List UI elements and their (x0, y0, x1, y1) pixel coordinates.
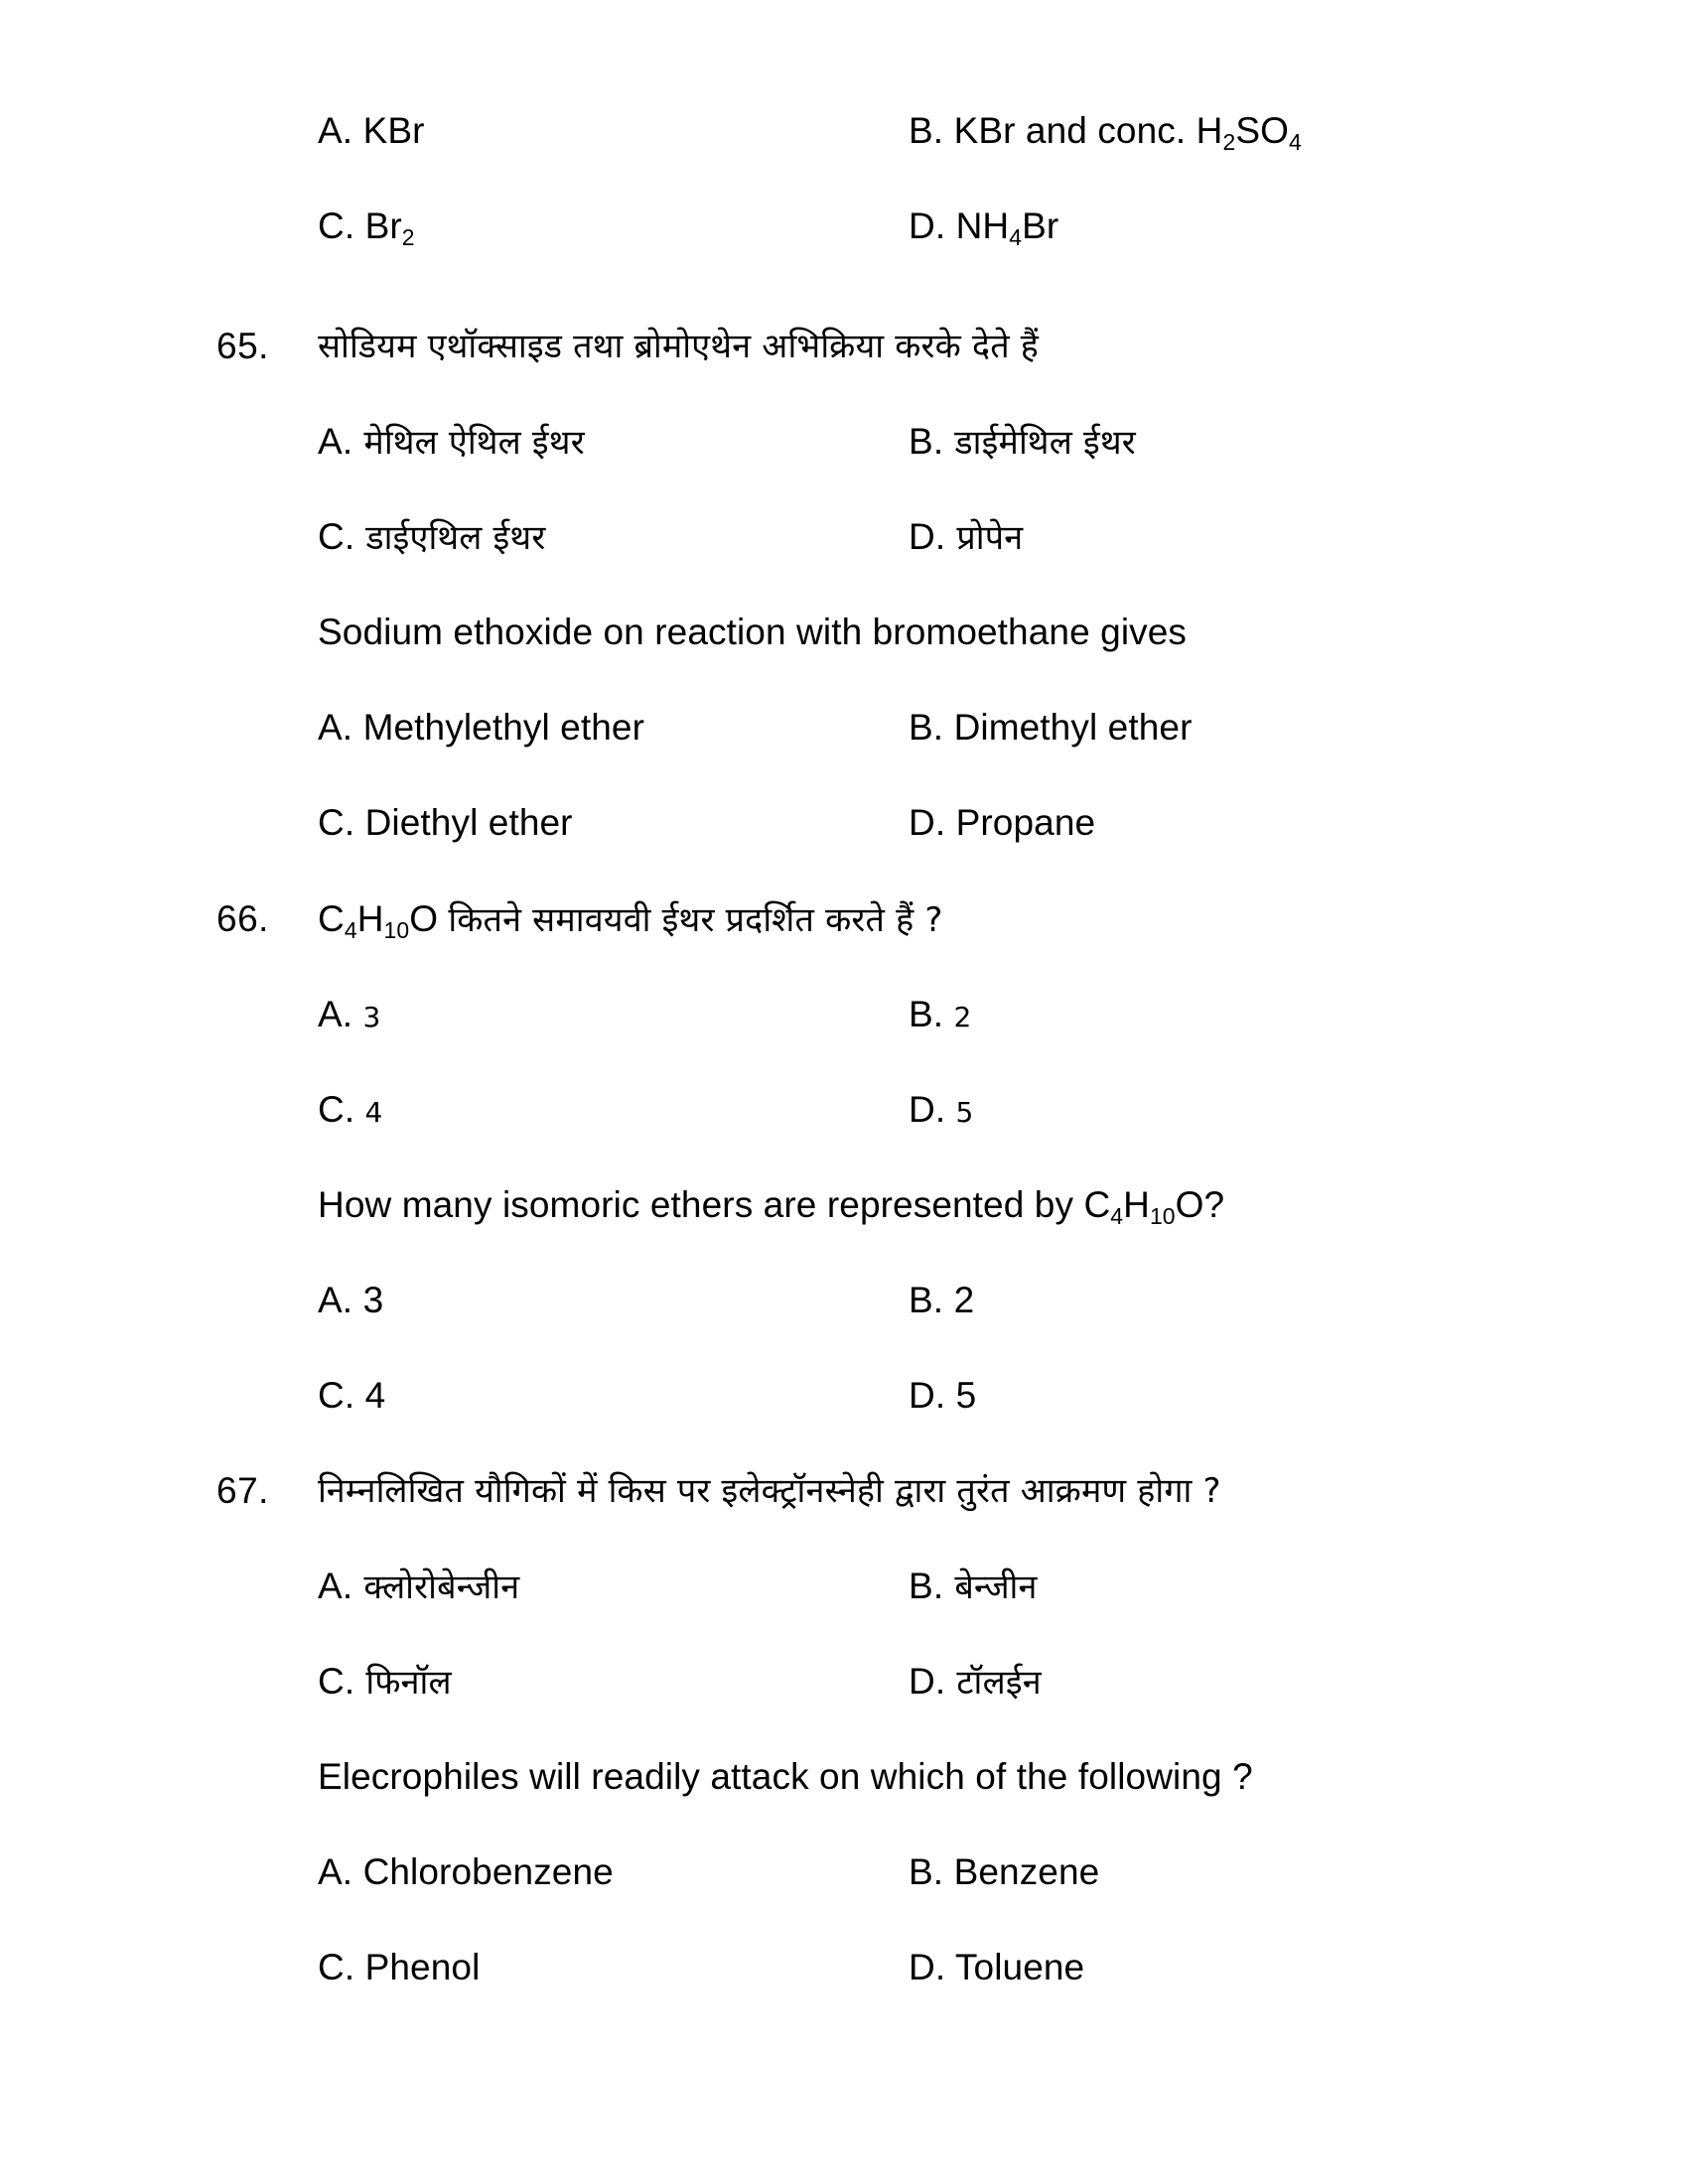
question-65-hindi-row (0, 323, 1688, 418)
option-a-text: KBr (362, 110, 425, 151)
question-66-english-sub-2: 10 (1149, 1202, 1176, 1229)
option-d (909, 203, 1058, 250)
question-67-english-option-b-text: Benzene (953, 1851, 1100, 1892)
option-b-label: B. (909, 110, 944, 151)
question-66-english-option-a-text: 3 (362, 1280, 384, 1320)
question-67-number: 67. (216, 1470, 269, 1511)
question-block-66 (0, 895, 1688, 1467)
question-67-english-option-a (318, 1848, 614, 1896)
question-67-hindi-option-b-label: B. (909, 1566, 944, 1606)
question-67-hindi-options-ab (0, 1563, 1688, 1658)
question-65-english-option-c-label: C. (318, 802, 355, 843)
question-65-hindi-options-cd (0, 513, 1688, 609)
question-66-english-text (318, 1181, 1628, 1229)
question-66-hindi-option-d-text: 5 (955, 1096, 974, 1129)
option-c-text: Br (364, 205, 402, 246)
question-66-formula-h: H (356, 898, 384, 939)
question-66-english-option-c-text: 4 (364, 1375, 386, 1416)
question-66-hindi-option-c-text: 4 (364, 1096, 383, 1129)
question-65-english-option-d (909, 799, 1095, 847)
question-67-english-text: Elecrophiles will readily attack on which of the following ? (318, 1756, 1253, 1797)
question-66-formula-sub-1: 4 (344, 916, 357, 943)
question-67-english-options-ab (0, 1848, 1688, 1944)
question-67-hindi-row (0, 1467, 1688, 1563)
question-66-hindi-option-b-text: 2 (953, 1001, 972, 1033)
option-a (318, 107, 425, 155)
question-67-english-option-d-label: D. (909, 1947, 946, 1987)
option-b-text-mid: SO (1235, 110, 1289, 151)
question-67-hindi-option-c (318, 1658, 452, 1706)
question-65-number: 65. (216, 326, 269, 366)
option-b-text: KBr and conc. H (953, 110, 1223, 151)
question-65-english-option-a (318, 704, 644, 751)
question-66-hindi-option-c-label: C. (318, 1089, 355, 1130)
question-66-formula-sub-2: 10 (383, 916, 410, 943)
question-66-english-option-d-text: 5 (955, 1375, 977, 1416)
option-c-label: C. (318, 205, 355, 246)
question-67-english-option-b-label: B. (909, 1851, 944, 1892)
question-66-formula-o: O (409, 898, 439, 939)
question-67-hindi-option-c-label: C. (318, 1661, 355, 1702)
question-65-hindi-option-a-label: A. (318, 421, 353, 462)
question-65-hindi-option-c (318, 513, 545, 562)
question-66-formula-c: C (318, 898, 345, 939)
question-67-english-option-a-text: Chlorobenzene (362, 1851, 614, 1892)
option-a-label: A. (318, 110, 353, 151)
question-65-english-option-c-text: Diethyl ether (364, 802, 573, 843)
question-65-english-option-a-text: Methylethyl ether (362, 707, 645, 748)
question-65-english-option-d-label: D. (909, 802, 946, 843)
question-65-english-option-d-text: Propane (955, 802, 1096, 843)
option-c-subscript: 2 (401, 223, 415, 250)
question-67-english-option-c (318, 1944, 480, 1991)
question-65-hindi-option-c-label: C. (318, 516, 355, 557)
question-67-english-option-d (909, 1944, 1084, 1991)
question-block-67 (0, 1467, 1688, 2039)
question-66-hindi-option-d (909, 1086, 973, 1137)
question-67-hindi-option-a (318, 1563, 519, 1611)
option-row-ab (0, 107, 1688, 203)
question-66-hindi-tail: कितने समावयवी ईथर प्रदर्शित करते हैं ? (448, 900, 943, 940)
question-65-english-row (0, 609, 1688, 704)
question-67-english-options-cd (0, 1944, 1688, 2039)
question-66-english-option-a (318, 1277, 383, 1324)
carryover-options-block (0, 107, 1688, 298)
question-66-hindi-option-b-label: B. (909, 994, 944, 1034)
question-67-english-option-b (909, 1848, 1099, 1896)
question-67-english-option-c-text: Phenol (364, 1947, 481, 1987)
question-66-number: 66. (216, 898, 269, 939)
question-66-english-text-mid: H (1123, 1184, 1150, 1225)
question-65-english-option-b-text: Dimethyl ether (953, 707, 1193, 748)
question-66-english-option-a-label: A. (318, 1280, 353, 1320)
option-b (909, 107, 1302, 155)
option-d-subscript: 4 (1009, 223, 1023, 250)
question-67-hindi-option-d (909, 1658, 1042, 1706)
question-65-hindi-option-b-text: डाईमेथिल ईथर (954, 423, 1136, 463)
question-65-hindi-option-d-text: प्रोपेन (956, 518, 1024, 558)
question-67-hindi-text: निम्नलिखित यौगिकों में किस पर इलेक्ट्रॉनस्नेही द्वारा तुरंत आक्रमण होगा ? (318, 1471, 1221, 1511)
question-66-english-text-before: How many isomoric ethers are represented by C (318, 1184, 1111, 1225)
question-65-english-options-ab (0, 704, 1688, 799)
question-67-hindi-option-d-text: टॉलईन (956, 1663, 1042, 1703)
question-66-english-option-c (318, 1372, 385, 1420)
question-66-hindi-options-cd (0, 1086, 1688, 1181)
question-67-english-option-d-text: Toluene (954, 1947, 1085, 1987)
question-65-english-text: Sodium ethoxide on reaction with bromoethane gives (318, 612, 1188, 652)
question-66-english-option-b (909, 1277, 974, 1324)
question-67-hindi-option-c-text: फिनॉल (365, 1663, 452, 1703)
question-66-english-row (0, 1181, 1688, 1277)
question-65-english-option-b-label: B. (909, 707, 944, 748)
question-66-hindi-option-a-label: A. (318, 994, 353, 1034)
question-67-english-option-c-label: C. (318, 1947, 355, 1987)
question-66-english-sub-1: 4 (1110, 1202, 1124, 1229)
question-66-hindi-row (0, 895, 1688, 991)
option-b-subscript-2: 4 (1289, 128, 1302, 155)
question-65-hindi-option-b (909, 418, 1136, 467)
question-65-hindi-options-ab (0, 418, 1688, 513)
question-67-hindi-option-b (909, 1563, 1038, 1611)
question-66-english-option-c-label: C. (318, 1375, 355, 1416)
option-row-cd (0, 203, 1688, 298)
question-66-hindi-option-a-text: 3 (362, 1001, 381, 1033)
question-66-english-option-d (909, 1372, 976, 1420)
question-66-english-text-after: O? (1175, 1184, 1225, 1225)
option-d-label: D. (909, 205, 946, 246)
question-67-hindi-option-a-text: क्लोरोबेन्जीन (363, 1568, 520, 1607)
question-65-english-options-cd (0, 799, 1688, 894)
option-b-subscript-1: 2 (1222, 128, 1236, 155)
question-65-hindi-option-d-label: D. (909, 516, 946, 557)
question-66-hindi-text (318, 895, 1628, 944)
question-66-hindi-option-a (318, 991, 380, 1041)
question-block-65 (0, 323, 1688, 894)
question-67-english-option-a-label: A. (318, 1851, 353, 1892)
question-67-hindi-option-b-text: बेन्जीन (954, 1568, 1038, 1607)
question-66-hindi-options-ab (0, 991, 1688, 1086)
question-66-hindi-option-b (909, 991, 971, 1041)
question-67-hindi-option-a-label: A. (318, 1566, 353, 1606)
question-65-english-option-a-label: A. (318, 707, 353, 748)
question-66-english-option-d-label: D. (909, 1375, 946, 1416)
question-65-hindi-text: सोडियम एथॉक्साइड तथा ब्रोमोएथेन अभिक्रिया करके देते हैं (318, 327, 1040, 366)
question-67-hindi-options-cd (0, 1658, 1688, 1753)
option-d-text-after: Br (1022, 205, 1059, 246)
question-65-english-option-c (318, 799, 573, 847)
question-65-hindi-option-a (318, 418, 585, 467)
question-65-hindi-option-a-text: मेथिल ऐथिल ईथर (363, 423, 585, 463)
question-66-english-option-b-label: B. (909, 1280, 944, 1320)
question-67-english-row (0, 1753, 1688, 1848)
question-67-hindi-option-d-label: D. (909, 1661, 946, 1702)
question-65-hindi-option-b-label: B. (909, 421, 944, 462)
question-66-english-options-ab (0, 1277, 1688, 1372)
question-66-formula (318, 898, 439, 943)
question-65-hindi-option-d (909, 513, 1023, 562)
question-65-english-option-b (909, 704, 1193, 751)
question-66-hindi-option-c (318, 1086, 382, 1137)
question-66-english-options-cd (0, 1372, 1688, 1467)
option-d-text: NH (955, 205, 1010, 246)
question-66-english-option-b-text: 2 (953, 1280, 975, 1320)
question-66-hindi-option-d-label: D. (909, 1089, 946, 1130)
option-c (318, 203, 415, 250)
question-65-hindi-option-c-text: डाईएथिल ईथर (365, 518, 546, 558)
